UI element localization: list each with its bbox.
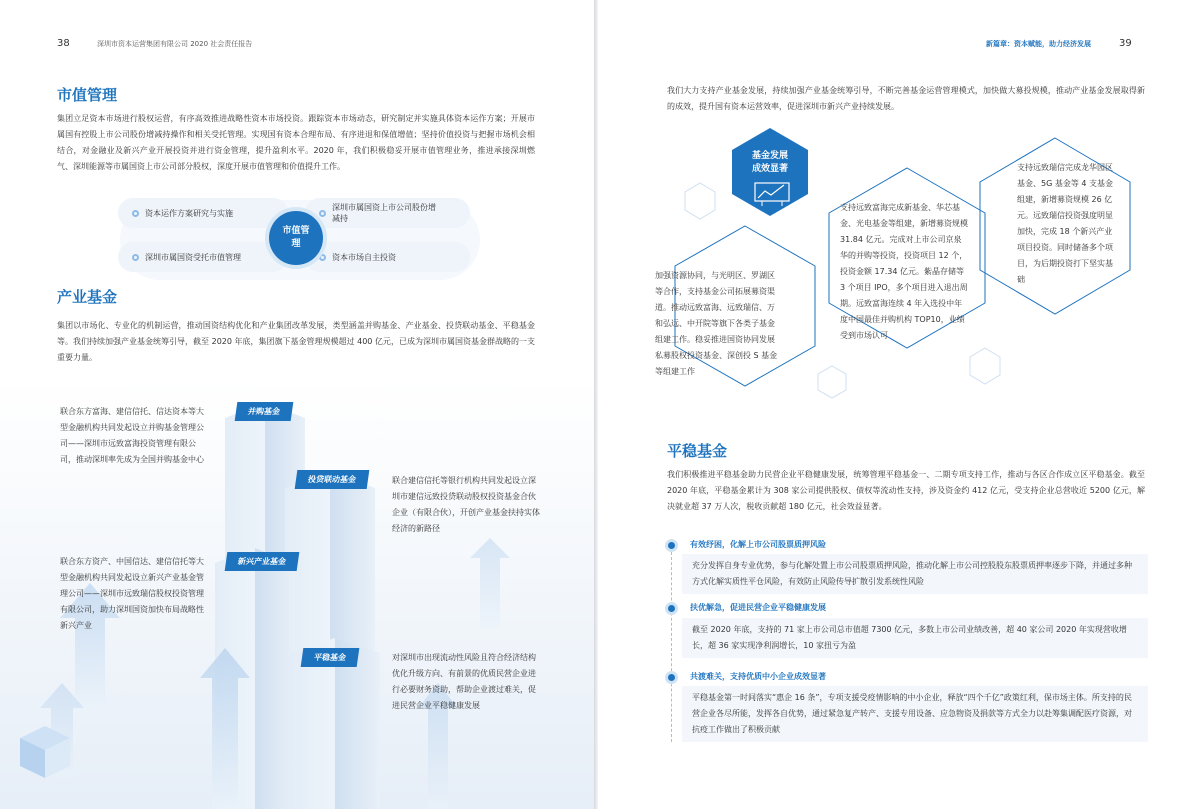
market-value-heading: 市值管理 xyxy=(57,86,118,104)
fund-achievement-hex-diagram xyxy=(650,128,1140,418)
merger-fund-text: 联合东方富海、建信信托、信达资本等大型金融机构共同发起设立并购基金管理公司——深圳市远致富海投资管理有限公司，推动深圳率先成为全国并购基金中心 xyxy=(60,407,204,464)
hex-text-left: 加强资源协同，与光明区、罗湖区等合作，支持基金公司拓展募资渠道。推动远致富海、远致瑞信、万和弘远、中开院等旗下各类子基金组建工作。稳妥推进国资协同发展私募股权投资基金、深创投 S 基金等组建工作 xyxy=(655,271,778,376)
loan-fund-text: 联合建信信托等银行机构共同发起设立深圳市建信远致投贷联动股权投资基金合伙企业（有限合伙），开创产业基金扶持实体经济的新路径 xyxy=(392,476,540,533)
running-head-right: 新篇章：资本赋能，助力经济发展 xyxy=(986,40,1091,48)
bullet-dot-icon xyxy=(319,254,326,261)
stable-fund-label: 平稳基金 xyxy=(301,648,360,667)
item-2-dot-icon xyxy=(668,605,675,612)
industry-fund-paragraph: 集团以市场化、专业化的机制运营，推动国资结构优化和产业集团改革发展，类型涵盖并购基金、产业基金、投贷联动基金、平稳基金等。我们持续加强产业基金统筹引导，截至 2020 年底，集团旗下基金管理规模超过 400 亿元，已成为深圳市属国资基金群战略的一支重要力量。 xyxy=(57,321,535,362)
stable-fund-text: 对深圳市出现流动性风险且符合经济结构优化升级方向、有前景的优质民营企业进行必要财务资助，帮助企业渡过难关，促进民营企业平稳健康发展 xyxy=(392,653,536,710)
stable-item-2-body: 截至 2020 年底，支持的 71 家上市公司总市值超 7300 亿元，多数上市公司业绩改善，超 40 家公司 2020 年实现营收增长，超 36 家实现净利润增长，10 家扭亏为盈 xyxy=(682,618,1148,658)
stable-item-3-title: 共渡难关，支持优质中小企业成效显著 xyxy=(690,672,826,681)
page-number-right: 39 xyxy=(1119,38,1132,49)
market-item-2: 深圳市属国资上市公司股份增减持 xyxy=(305,198,470,228)
bullet-dot-icon xyxy=(132,254,139,261)
market-value-paragraph: 集团立足资本市场进行股权运营，有序高效推进战略性资本市场投资。跟踪资本市场动态，研究制定并实施具体资本运作方案；开展市属国有控股上市公司股份增减持操作和相关受托管理。实现国有资本合理布局、有序进退和保值增值；坚持价值投资与把握市场机会相结合，对金融业及新兴产业开展投资并进行资金管理，提升盈利水平。2020 年，我们积极稳妥开展市值管理业务，推进承接深圳燃气、深圳能源等市属国资上市公司部分股权，深度开展市值管理和价值提升工作。 xyxy=(57,114,535,171)
stable-fund-paragraph: 我们积极推进平稳基金助力民营企业平稳健康发展，统筹管理平稳基金一、二期专项支持工作，推动与各区合作成立区平稳基金。截至 2020 年底，平稳基金累计为 308 家公司提供股权、债权等流动性支持，涉及资金约 412 亿元，受支持企业总营收近 5200 亿元，解决就业超 37 万人次，税收贡献超 180 亿元，社会效益显著。 xyxy=(667,470,1145,511)
running-head-left: 深圳市资本运营集团有限公司 2020 社会责任报告 xyxy=(97,40,253,48)
emerging-fund-text: 联合东方资产、中国信达、建信信托等大型金融机构共同发起设立新兴产业基金管理公司——深圳市远致瑞信股权投资管理有限公司，助力深圳国资加快布局战略性新兴产业 xyxy=(60,557,204,630)
stable-fund-heading: 平稳基金 xyxy=(667,442,728,460)
market-item-4: 资本市场自主投资 xyxy=(305,242,470,272)
hex-text-middle: 支持远致富海完成新基金、华芯基金、光电基金等组建，新增募资规模 31.84 亿元。完成对上市公司京泉华的并购等投资，投资项目 12 个，投资金额 17.34 亿元。紫晶存储等 3 个项目 IPO，多个项目进入退出周期。远致富海连续 4 年入选投中年度中国最佳并购机构 TOP10，业绩受到市场认可 xyxy=(840,203,968,340)
item-3-dot-icon xyxy=(668,674,675,681)
stable-item-3-body: 平稳基金第一时间落实“惠企 16 条”，专项支援受疫情影响的中小企业，释放“四个千亿”政策红利，保市场主体。所支持的民营企业各尽所能，发挥各自优势，通过紧急复产转产、支援专用设备、应急物资及捐款等方式全力以赴筹集调配医疗资源，对抗疫工作做出了积极贡献 xyxy=(682,686,1148,742)
market-item-1: 资本运作方案研究与实施 xyxy=(118,198,288,228)
stable-item-2-title: 扶优解急，促进民营企业平稳健康发展 xyxy=(690,603,826,612)
industry-fund-heading: 产业基金 xyxy=(57,288,118,306)
loan-linkage-fund-label: 投贷联动基金 xyxy=(295,470,370,489)
bullet-dot-icon xyxy=(132,210,139,217)
market-value-center-badge: 市值管理 xyxy=(269,211,323,265)
stable-item-1-body: 充分发挥自身专业优势，参与化解处置上市公司股票质押风险，推动化解上市公司控股股东股票质押率逐步下降，并通过多种方式化解实质性平仓风险，有效防止风险传导扩散引发系统性风险 xyxy=(682,554,1148,594)
emerging-industry-fund-label: 新兴产业基金 xyxy=(225,552,300,571)
left-page xyxy=(0,0,594,809)
hex-text-right: 支持远致瑞信完成龙华园区基金、5G 基金等 4 支基金组建，新增募资规模 26 亿元。远致瑞信投资强度明显加快，完成 18 个新兴产业项目投资。同时储备多个项目，为后期投资打下坚实基础 xyxy=(1017,163,1114,284)
item-1-dot-icon xyxy=(668,542,675,549)
merger-fund-label: 并购基金 xyxy=(235,402,294,421)
market-item-3: 深圳市属国资受托市值管理 xyxy=(118,242,288,272)
fund-illustration xyxy=(0,378,594,809)
stable-item-1-title: 有效纾困，化解上市公司股票质押风险 xyxy=(690,540,826,549)
timeline-dashed-line xyxy=(671,552,672,742)
fund-intro-paragraph: 我们大力支持产业基金发展，持续加强产业基金统筹引导，不断完善基金运营管理模式，加快做大募投规模，推动产业基金发展取得新的成效，提升国有资本运营效率，促进深圳市新兴产业持续发展。 xyxy=(667,86,1145,111)
hex-title: 基金发展成效显著 xyxy=(751,151,788,174)
bullet-dot-icon xyxy=(319,210,326,217)
page-number-left: 38 xyxy=(57,38,70,49)
